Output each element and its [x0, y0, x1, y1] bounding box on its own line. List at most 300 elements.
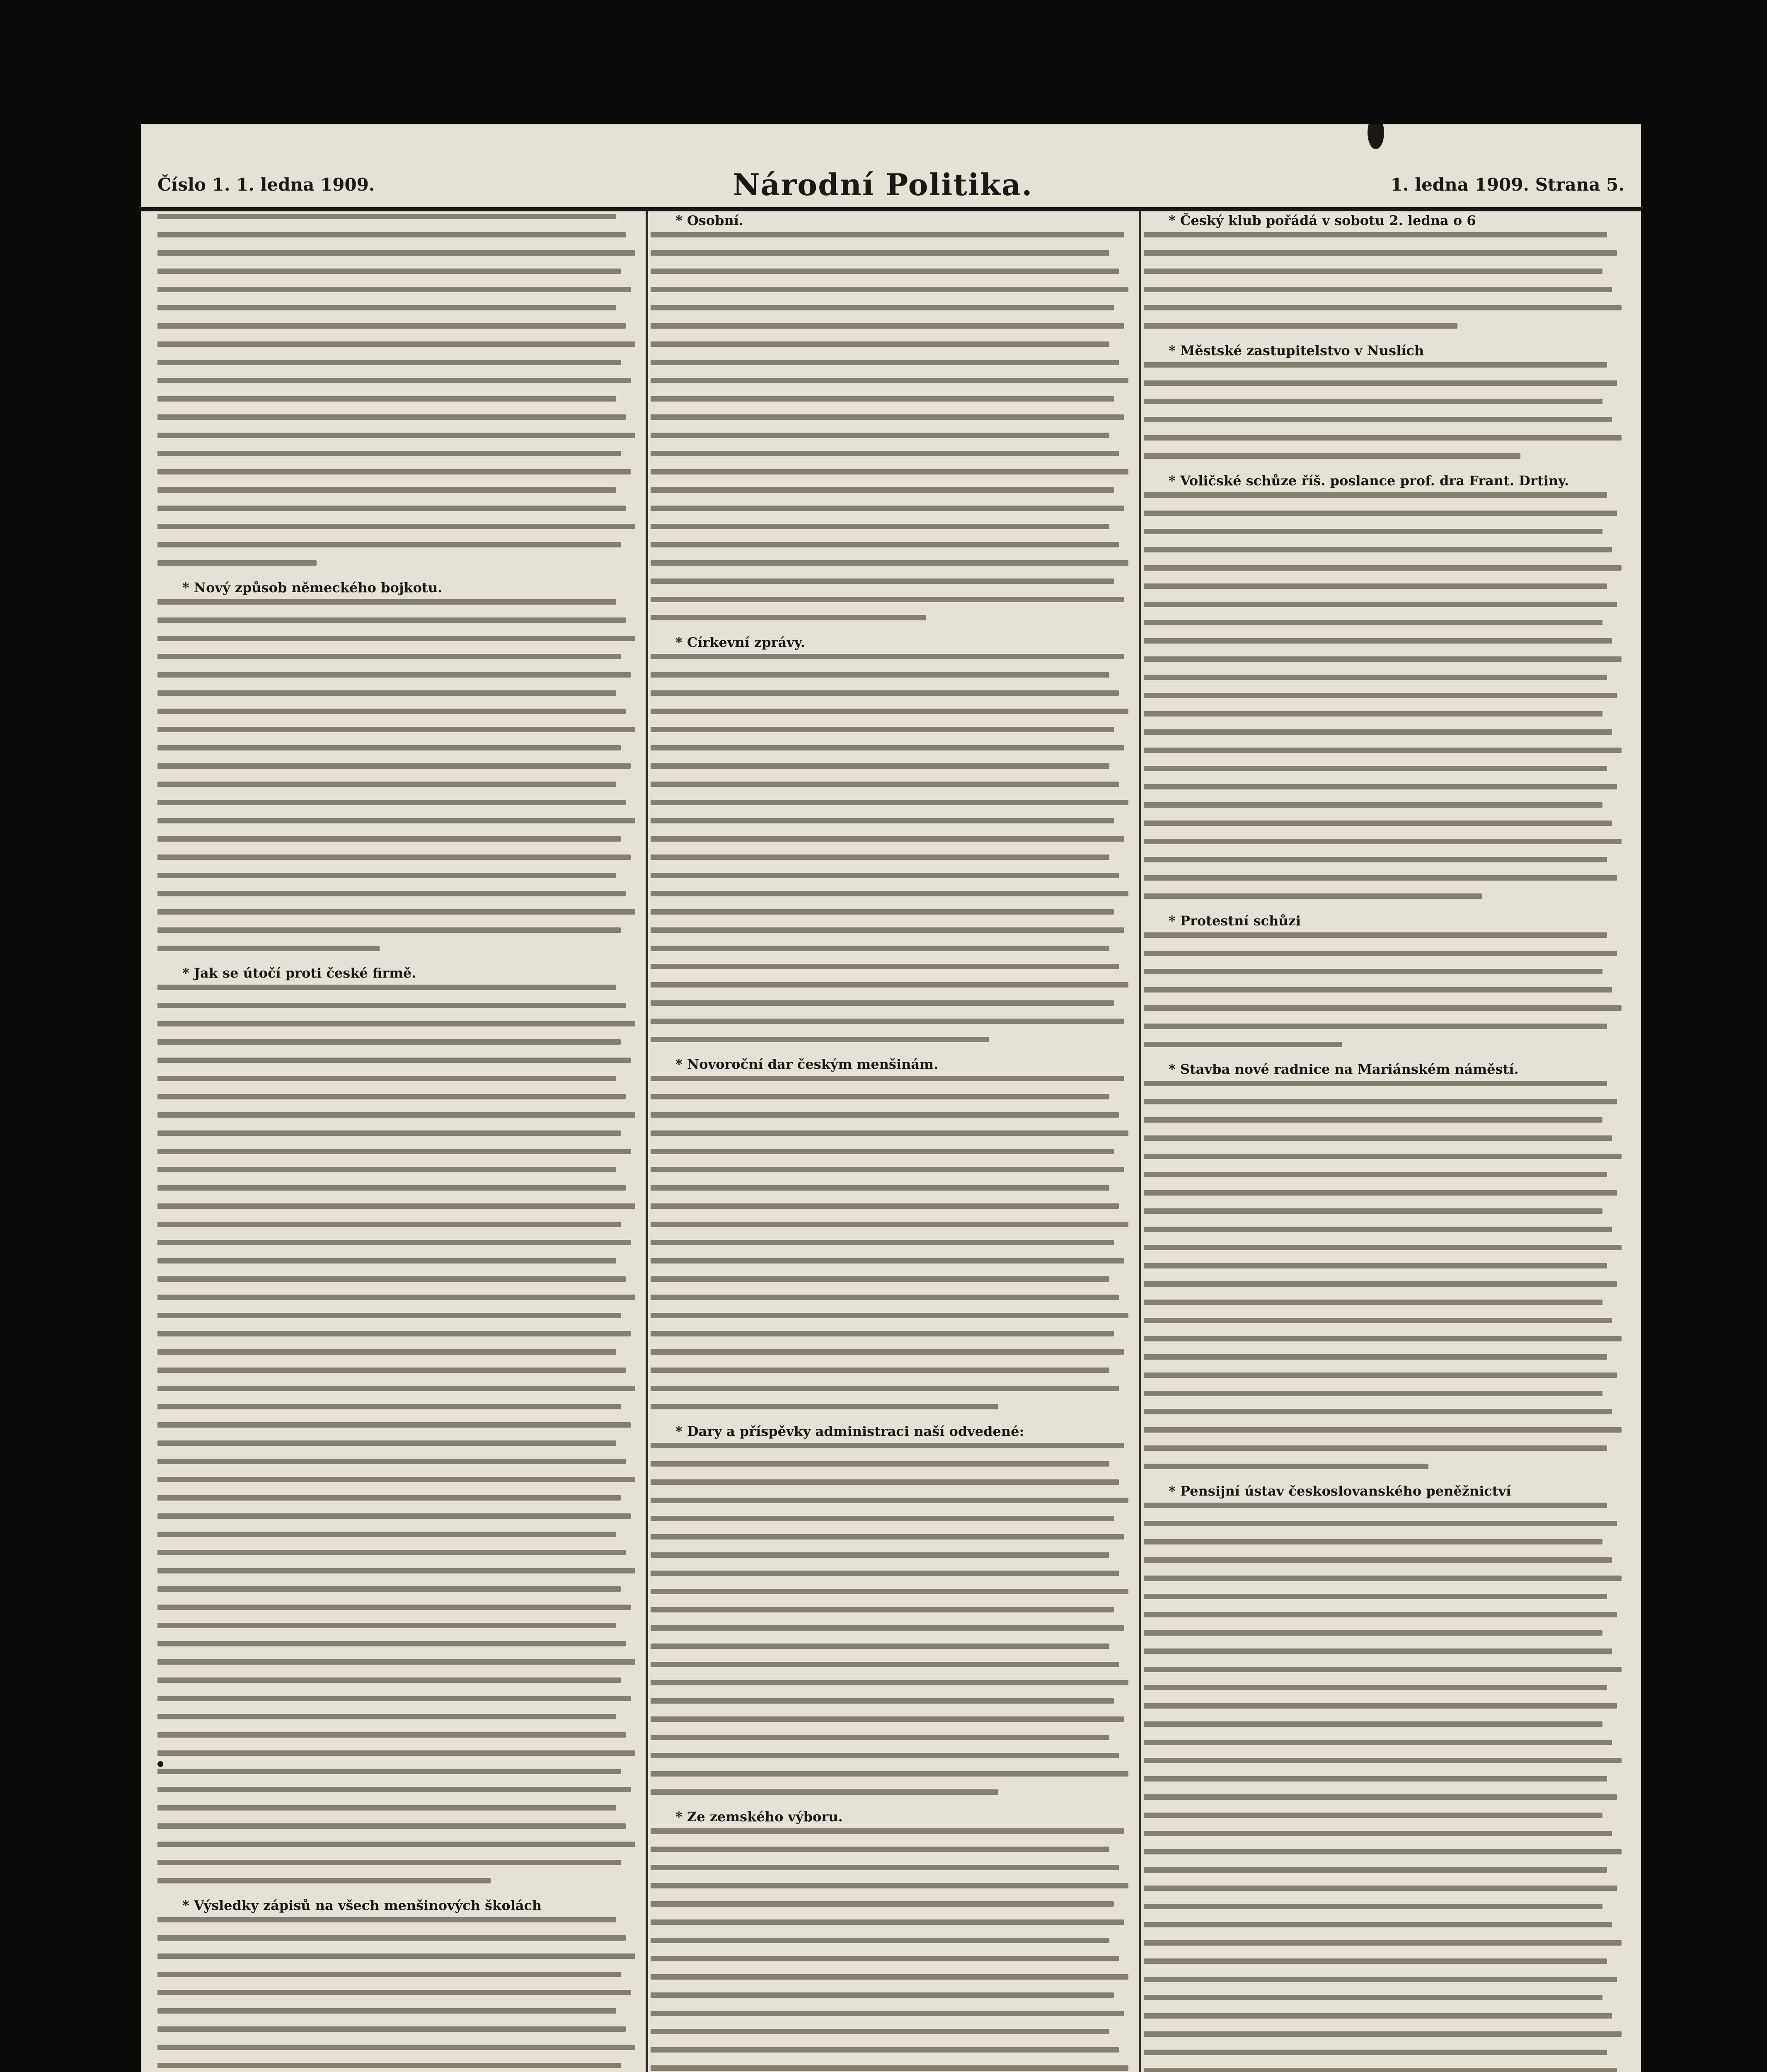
text-line — [157, 985, 616, 990]
text-line — [157, 1972, 621, 1977]
paragraph-lead: * Voličské schůze říš. poslance prof. dra Frant. Drtiny. — [1169, 473, 1569, 489]
text-line — [1144, 511, 1617, 516]
text-line — [157, 1641, 626, 1646]
text-line — [1144, 1154, 1622, 1159]
text-line — [1144, 693, 1617, 698]
text-line — [1144, 839, 1622, 844]
paragraph-lead: * Církevní zprávy. — [675, 634, 805, 650]
text-line — [157, 1076, 616, 1081]
paragraph-lead: * Městské zastupitelstvo v Nuslích — [1169, 343, 1424, 358]
text-line — [1144, 1794, 1617, 1800]
text-line — [1144, 2068, 1617, 2072]
body-text-block — [1144, 930, 1627, 1047]
text-line — [157, 1058, 631, 1063]
text-line — [651, 1295, 1119, 1300]
text-line — [1144, 1445, 1607, 1451]
text-line — [651, 1735, 1109, 1740]
paragraph-lead: * Výsledky zápisů na všech menšinových školách — [182, 1898, 542, 1913]
text-line — [157, 909, 635, 915]
text-line — [651, 800, 1128, 805]
text-line — [1144, 1740, 1612, 1745]
text-line — [651, 360, 1119, 365]
text-line — [157, 1477, 635, 1482]
paragraph-lead: * Ze zemského výboru. — [675, 1809, 843, 1825]
paragraph-lead: * Novoroční dar českým menšinám. — [675, 1056, 939, 1072]
article-paragraph — [651, 211, 1133, 620]
column-divider — [1139, 211, 1141, 2072]
text-line — [651, 323, 1124, 329]
text-line — [157, 1167, 616, 1172]
text-line — [1144, 711, 1602, 716]
text-line — [157, 378, 631, 383]
text-line — [157, 1039, 621, 1045]
text-line — [651, 672, 1109, 678]
text-line — [1144, 1539, 1602, 1544]
text-line — [157, 927, 621, 933]
text-line — [651, 378, 1128, 383]
text-line — [651, 1901, 1114, 1907]
text-line — [1144, 1904, 1602, 1909]
text-line — [1144, 1867, 1607, 1873]
text-line — [157, 1112, 635, 1118]
body-text-block — [651, 230, 1133, 620]
article-paragraph — [1144, 341, 1627, 459]
text-line — [157, 1185, 626, 1191]
paragraph-lead: * Dary a příspěvky administraci naší odvedené: — [675, 1423, 1024, 1439]
text-line — [157, 1203, 635, 1209]
text-line — [157, 396, 616, 402]
text-line — [651, 1865, 1119, 1870]
article-paragraph — [1144, 211, 1627, 329]
text-line — [157, 469, 631, 474]
text-line — [651, 487, 1114, 493]
article-paragraph — [157, 579, 640, 951]
text-line — [651, 1716, 1124, 1722]
text-line — [1144, 1263, 1607, 1268]
page-header — [141, 162, 1641, 211]
text-line — [651, 1974, 1128, 1980]
text-line — [157, 1605, 631, 1610]
text-line — [157, 1532, 616, 1537]
text-line — [1144, 766, 1607, 771]
text-line — [651, 579, 1114, 584]
issue-and-date: Číslo 1. 1. ledna 1909. — [157, 174, 375, 195]
text-line — [157, 709, 626, 714]
text-line — [157, 1935, 626, 1941]
body-text-block — [651, 1073, 1133, 1409]
text-line — [651, 1331, 1114, 1336]
text-line — [157, 1222, 621, 1227]
text-line — [1144, 857, 1607, 862]
text-line — [651, 1789, 998, 1795]
text-line — [157, 1696, 631, 1701]
text-line — [157, 1586, 621, 1592]
text-line — [651, 1828, 1124, 1834]
text-line — [1144, 1630, 1602, 1636]
text-line — [1144, 1024, 1607, 1029]
text-line — [651, 250, 1109, 256]
text-line — [651, 615, 926, 620]
text-line — [1144, 2050, 1607, 2055]
text-line — [157, 1240, 631, 1245]
text-line — [157, 654, 621, 659]
article-paragraph — [651, 1055, 1133, 1409]
text-line — [651, 1368, 1109, 1373]
text-line — [157, 1990, 631, 1995]
text-line — [157, 636, 635, 641]
text-line — [157, 617, 626, 623]
text-line — [1144, 1208, 1602, 1214]
text-line — [651, 1753, 1119, 1758]
text-line — [651, 1920, 1124, 1925]
text-line — [1144, 893, 1482, 899]
text-line — [1144, 399, 1602, 404]
text-line — [1144, 2013, 1612, 2019]
text-line — [651, 836, 1124, 842]
text-line — [1144, 1005, 1622, 1011]
text-line — [651, 873, 1119, 878]
text-line — [1144, 1922, 1612, 1927]
text-line — [651, 1992, 1114, 1998]
text-line — [651, 1589, 1128, 1594]
text-line — [157, 1732, 626, 1738]
scan-speck — [157, 1761, 163, 1767]
text-line — [651, 597, 1124, 602]
text-line — [1144, 1776, 1607, 1782]
text-line — [1144, 1521, 1617, 1526]
text-line — [1144, 1958, 1607, 1964]
text-line — [651, 2047, 1119, 2053]
text-line — [651, 1479, 1119, 1485]
text-line — [157, 1659, 635, 1665]
text-line — [651, 1644, 1109, 1649]
text-line — [157, 269, 621, 274]
text-line — [651, 1938, 1109, 1943]
text-line — [1144, 951, 1617, 956]
text-line — [157, 433, 635, 438]
text-line — [1144, 323, 1457, 329]
text-line — [157, 1386, 635, 1391]
text-line — [651, 964, 1119, 969]
text-line — [1144, 784, 1617, 789]
text-line — [1144, 250, 1617, 256]
text-line — [157, 1440, 616, 1446]
text-line — [1144, 529, 1602, 534]
body-text-block — [157, 982, 640, 1883]
text-line — [157, 672, 631, 678]
text-line — [1144, 547, 1612, 552]
text-line — [157, 524, 635, 529]
text-line — [1144, 417, 1612, 422]
text-line — [651, 1019, 1124, 1024]
text-line — [651, 232, 1124, 237]
text-line — [1144, 1172, 1607, 1177]
text-line — [1144, 1354, 1607, 1360]
text-line — [157, 1276, 626, 1282]
text-line — [157, 2063, 621, 2068]
text-line — [157, 891, 626, 896]
article-paragraph — [157, 1896, 640, 2072]
text-line — [1144, 1427, 1622, 1433]
article-paragraph — [1144, 1060, 1627, 1469]
date-and-page-number: 1. ledna 1909. Strana 5. — [1390, 174, 1624, 195]
text-line — [651, 709, 1128, 714]
text-line — [651, 1000, 1114, 1006]
scan-speck — [1368, 124, 1384, 149]
text-line — [651, 1625, 1124, 1631]
text-line — [1144, 232, 1607, 237]
text-line — [157, 782, 616, 787]
text-line — [651, 982, 1128, 988]
text-line — [157, 1750, 635, 1756]
text-line — [651, 1847, 1109, 1852]
text-line — [651, 1404, 998, 1409]
text-line — [1144, 1667, 1622, 1672]
text-line — [651, 909, 1114, 915]
text-line — [1144, 1758, 1622, 1763]
text-line — [157, 763, 631, 769]
text-line — [651, 1607, 1114, 1612]
text-line — [1144, 1813, 1602, 1818]
text-line — [157, 1550, 626, 1555]
text-line — [1144, 675, 1607, 680]
text-line — [651, 1112, 1119, 1118]
text-line — [651, 1386, 1119, 1391]
text-line — [157, 1313, 621, 1318]
text-line — [1144, 821, 1612, 826]
text-line — [651, 763, 1109, 769]
text-line — [651, 1662, 1119, 1667]
text-line — [1144, 492, 1607, 498]
text-line — [1144, 1612, 1617, 1617]
text-line — [157, 506, 626, 511]
text-line — [157, 1295, 635, 1300]
paragraph-lead: * Pensijní ústav českoslovanského peněžnictví — [1169, 1483, 1511, 1499]
text-line — [1144, 656, 1622, 662]
article-paragraph — [157, 964, 640, 1883]
text-line — [1144, 1281, 1617, 1287]
text-line — [651, 305, 1114, 310]
text-line — [1144, 969, 1602, 974]
text-line — [651, 782, 1119, 787]
text-line — [1144, 583, 1607, 589]
text-line — [651, 1349, 1124, 1355]
text-line — [651, 1552, 1109, 1558]
text-line — [1144, 1190, 1617, 1196]
text-line — [651, 1240, 1114, 1245]
text-line — [157, 1953, 635, 1959]
body-text-block — [1144, 230, 1627, 329]
text-line — [157, 599, 616, 605]
text-line — [1144, 729, 1612, 735]
text-line — [157, 1677, 621, 1683]
text-line — [1144, 638, 1612, 644]
text-line — [651, 1222, 1128, 1227]
text-line — [1144, 987, 1612, 992]
text-line — [651, 269, 1119, 274]
text-line — [651, 1498, 1128, 1503]
text-line — [1144, 1977, 1617, 1982]
text-line — [1144, 748, 1622, 753]
text-line — [1144, 1464, 1428, 1469]
text-line — [1144, 1703, 1617, 1709]
text-line — [1144, 287, 1612, 292]
text-line — [1144, 602, 1617, 607]
text-line — [1144, 1081, 1607, 1086]
body-text-block — [157, 211, 640, 566]
text-line — [651, 927, 1124, 933]
text-line — [651, 946, 1109, 951]
text-line — [1144, 1318, 1612, 1323]
text-line — [157, 1714, 616, 1719]
column-3 — [1144, 211, 1627, 2072]
text-line — [1144, 1372, 1617, 1378]
article-paragraph — [1144, 912, 1627, 1047]
text-line — [651, 396, 1114, 402]
text-line — [157, 1422, 631, 1428]
text-line — [157, 836, 621, 842]
text-line — [157, 1917, 616, 1922]
body-text-block — [1144, 490, 1627, 899]
text-line — [651, 560, 1128, 566]
text-line — [157, 1149, 631, 1154]
text-line — [651, 1883, 1128, 1888]
text-line — [651, 1313, 1128, 1318]
text-line — [1144, 269, 1602, 274]
text-line — [1144, 1995, 1602, 2000]
text-line — [157, 250, 635, 256]
text-line — [157, 1331, 631, 1336]
text-line — [157, 323, 626, 329]
text-line — [157, 1787, 631, 1792]
text-line — [651, 654, 1124, 659]
text-line — [1144, 1685, 1607, 1690]
text-line — [157, 800, 626, 805]
column-divider — [646, 211, 648, 2072]
paragraph-lead: * Nový způsob německého bojkotu. — [182, 580, 443, 595]
paragraph-lead: * Jak se útočí proti české firmě. — [182, 965, 416, 981]
text-line — [651, 690, 1119, 696]
text-line — [157, 1769, 621, 1774]
text-line — [651, 1461, 1109, 1467]
text-line — [1144, 305, 1622, 310]
paragraph-lead: * Český klub pořádá v sobotu 2. ledna o 6 — [1169, 213, 1476, 228]
text-line — [1144, 1336, 1622, 1341]
newspaper-page — [141, 124, 1641, 2072]
text-line — [157, 2045, 635, 2050]
text-line — [157, 232, 626, 237]
text-line — [1144, 1409, 1612, 1414]
text-line — [1144, 1391, 1602, 1396]
text-line — [1144, 1831, 1612, 1836]
text-line — [1144, 1042, 1342, 1047]
text-line — [1144, 380, 1617, 386]
text-line — [1144, 1227, 1612, 1232]
text-line — [651, 1167, 1124, 1172]
text-line — [651, 727, 1114, 732]
text-line — [157, 1623, 616, 1628]
text-line — [157, 360, 621, 365]
text-line — [157, 1805, 616, 1811]
body-text-block — [157, 597, 640, 951]
text-line — [157, 414, 626, 420]
text-line — [1144, 1594, 1607, 1599]
text-line — [651, 854, 1109, 860]
text-line — [157, 1404, 621, 1409]
body-text-block — [1144, 1500, 1627, 2072]
text-line — [157, 727, 635, 732]
text-line — [1144, 1117, 1602, 1123]
paragraph-lead: * Stavba nové radnice na Mariánském náměstí. — [1169, 1061, 1519, 1077]
text-line — [651, 414, 1124, 420]
text-line — [651, 1130, 1128, 1136]
text-line — [157, 854, 631, 860]
text-line — [1144, 1886, 1617, 1891]
text-line — [1144, 1503, 1607, 1508]
text-line — [157, 1495, 621, 1501]
text-line — [651, 1771, 1128, 1777]
text-line — [1144, 435, 1622, 441]
text-line — [157, 560, 317, 566]
article-paragraph — [1144, 1482, 1627, 2072]
text-line — [157, 1568, 635, 1573]
paragraph-lead: * Protestní schůzi — [1169, 913, 1301, 929]
text-line — [1144, 1135, 1612, 1141]
text-line — [1144, 1721, 1602, 1727]
text-line — [157, 542, 621, 547]
text-line — [1144, 802, 1602, 808]
text-line — [157, 873, 616, 878]
text-line — [157, 1258, 616, 1264]
text-line — [157, 1003, 626, 1008]
text-line — [1144, 1576, 1622, 1581]
body-text-block — [157, 1915, 640, 2072]
text-line — [651, 1443, 1124, 1448]
body-text-block — [651, 1826, 1133, 2072]
text-line — [651, 1680, 1128, 1685]
text-line — [157, 1130, 621, 1136]
text-line — [1144, 2031, 1622, 2037]
text-line — [157, 690, 616, 696]
body-text-block — [651, 651, 1133, 1042]
text-line — [157, 1842, 635, 1847]
text-line — [1144, 1245, 1622, 1250]
newspaper-title: Národní Politika. — [732, 167, 1033, 202]
text-line — [1144, 1300, 1602, 1305]
text-line — [157, 946, 380, 951]
text-line — [157, 451, 621, 456]
article-columns — [141, 211, 1641, 2072]
text-line — [651, 524, 1109, 529]
text-line — [157, 1459, 626, 1464]
text-line — [157, 2008, 616, 2014]
text-line — [1144, 362, 1607, 368]
text-line — [651, 451, 1119, 456]
text-line — [651, 1037, 989, 1042]
text-line — [651, 2029, 1109, 2034]
text-line — [651, 1076, 1124, 1081]
text-line — [157, 2026, 626, 2032]
text-line — [1144, 1849, 1622, 1854]
text-line — [1144, 932, 1607, 938]
text-line — [157, 745, 621, 750]
text-line — [157, 341, 635, 347]
text-line — [651, 818, 1114, 823]
text-line — [651, 542, 1119, 547]
text-line — [651, 1094, 1109, 1099]
body-text-block — [1144, 1078, 1627, 1469]
text-line — [651, 1698, 1114, 1704]
